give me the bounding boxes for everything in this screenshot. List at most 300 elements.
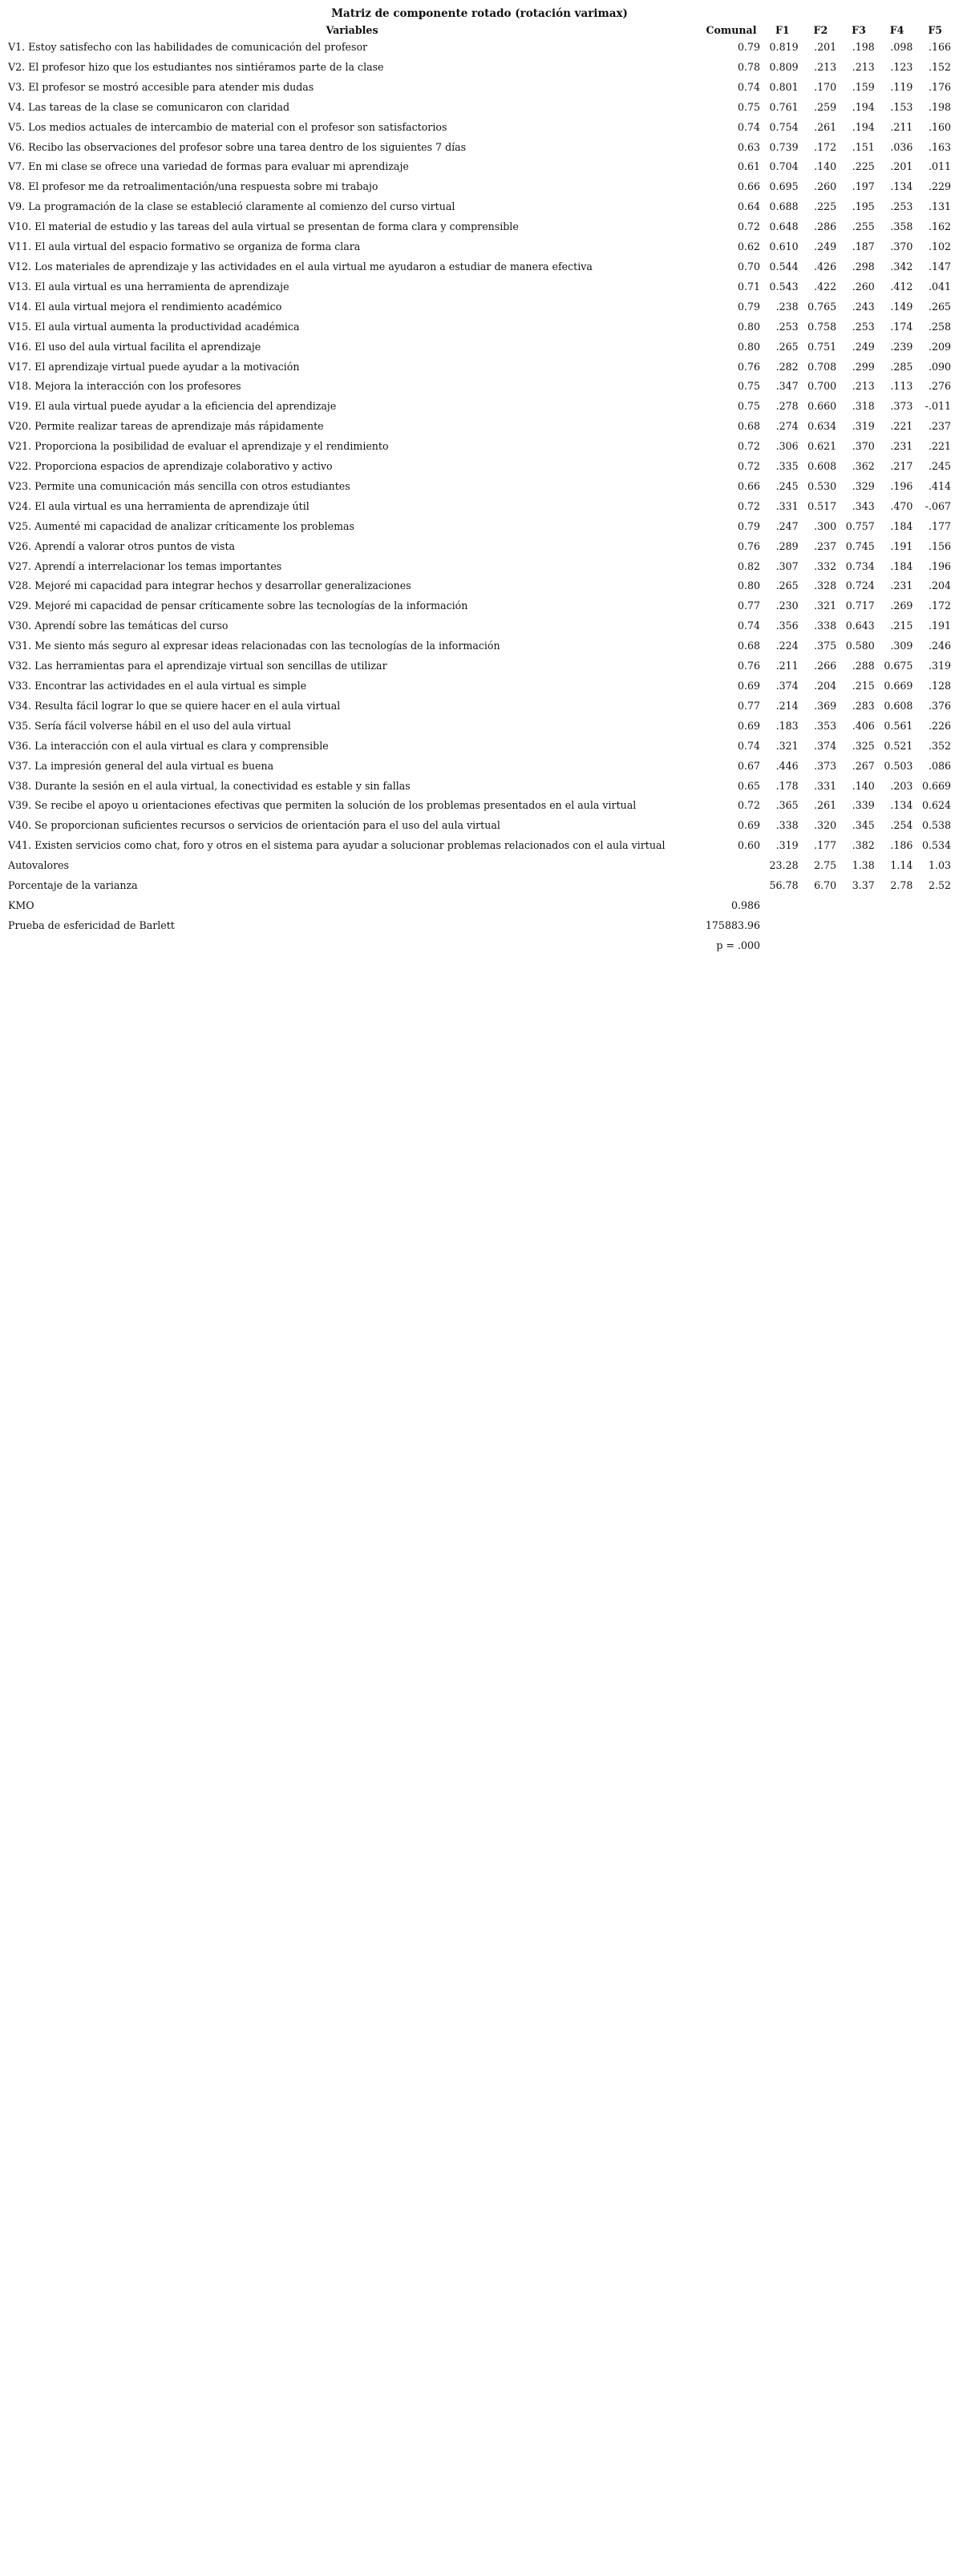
variable-cell: V9. La programación de la clase se estableció claramente al comienzo del curso virtual xyxy=(8,200,455,213)
comunal-cell: 0.69 xyxy=(737,680,761,692)
comunal-cell: 0.72 xyxy=(737,799,761,812)
f5-cell: 0.538 xyxy=(921,819,951,832)
variable-cell: V31. Me siento más seguro al expresar ideas relacionadas con las tecnologías de la información xyxy=(8,640,500,652)
f4-cell: .123 xyxy=(890,60,913,73)
header-f5: F5 xyxy=(928,24,943,36)
table-row xyxy=(5,777,954,797)
f4-cell: .285 xyxy=(890,360,913,373)
f2-cell: .338 xyxy=(814,620,837,632)
f2-cell: .353 xyxy=(814,719,837,732)
f1-cell: .335 xyxy=(775,460,799,473)
table-row xyxy=(5,596,954,616)
table-row xyxy=(5,676,954,696)
header-f1: F1 xyxy=(775,24,790,36)
f5-cell: .209 xyxy=(928,340,951,353)
variable-cell: V6. Recibo las observaciones del profesor sobre una tarea dentro de los siguientes 7 días xyxy=(8,140,467,153)
f5-cell: .162 xyxy=(928,220,951,233)
f3-cell: .194 xyxy=(852,100,875,113)
f1-cell: .306 xyxy=(775,440,799,453)
variable-cell: V37. La impresión general del aula virtual es buena xyxy=(8,759,274,772)
f1-cell: .224 xyxy=(775,640,799,652)
f3-cell: .339 xyxy=(852,799,875,812)
f5-cell: .414 xyxy=(928,479,951,492)
f5-cell: .160 xyxy=(928,120,951,133)
variable-cell: V24. El aula virtual es una herramienta de aprendizaje útil xyxy=(8,499,310,512)
variable-cell: V38. Durante la sesión en el aula virtual, la conectividad es estable y sin fallas xyxy=(8,779,411,792)
table-row xyxy=(5,337,954,357)
f2-cell: .140 xyxy=(814,160,837,173)
f1-cell: 0.739 xyxy=(769,140,799,153)
variable-cell: V36. La interacción con el aula virtual es clara y comprensible xyxy=(8,739,329,752)
variable-cell: V12. Los materiales de aprendizaje y las actividades en el aula virtual me ayudaron a estudiar de manera efectiva xyxy=(8,260,593,273)
f3-cell: .187 xyxy=(852,240,875,253)
table-row xyxy=(5,517,954,537)
variable-cell: V16. El uso del aula virtual facilita el aprendizaje xyxy=(8,340,261,353)
f4-cell: .215 xyxy=(890,620,913,632)
variable-cell: V29. Mejoré mi capacidad de pensar críticamente sobre las tecnologías de la información xyxy=(8,600,468,612)
f1-cell: 0.704 xyxy=(769,160,799,173)
f3-cell: .319 xyxy=(852,420,875,433)
variable-cell: V23. Permite una comunicación más sencilla con otros estudiantes xyxy=(8,479,350,492)
f2-cell: 0.660 xyxy=(807,400,837,413)
f4-cell: 1.14 xyxy=(890,859,913,872)
f2-cell: .266 xyxy=(814,660,837,672)
header-f4: F4 xyxy=(889,24,904,36)
table-row xyxy=(5,118,954,138)
f3-cell: .253 xyxy=(852,320,875,333)
f3-cell: .318 xyxy=(852,400,875,413)
f2-cell xyxy=(802,896,840,916)
comunal-cell: 0.71 xyxy=(737,280,761,293)
variable-cell: V11. El aula virtual del espacio formativo se organiza de forma clara xyxy=(8,240,361,253)
f3-cell: .370 xyxy=(852,440,875,453)
header-f2: F2 xyxy=(813,24,828,36)
f1-cell: .307 xyxy=(775,559,799,572)
comunal-cell: 0.79 xyxy=(737,300,761,313)
f2-cell: .426 xyxy=(814,260,837,273)
table-row xyxy=(5,417,954,437)
f4-cell: .036 xyxy=(890,140,913,153)
table-row xyxy=(5,377,954,397)
f5-cell: .131 xyxy=(928,200,951,213)
f1-cell: 0.761 xyxy=(769,100,799,113)
f3-cell: .198 xyxy=(852,41,875,53)
variable-cell: Autovalores xyxy=(8,859,70,872)
f1-cell: .278 xyxy=(775,400,799,413)
comunal-cell: 0.80 xyxy=(737,579,761,592)
table-row xyxy=(5,757,954,777)
comunal-cell: 0.60 xyxy=(737,839,761,852)
f5-cell: .128 xyxy=(928,680,951,692)
f1-cell: 0.819 xyxy=(769,41,799,53)
f4-cell: .134 xyxy=(890,180,913,193)
f5-cell: -.011 xyxy=(925,400,951,413)
f3-cell: .298 xyxy=(852,260,875,273)
f2-cell: .331 xyxy=(814,779,837,792)
f5-cell: .319 xyxy=(928,660,951,672)
comunal-cell: 0.80 xyxy=(737,340,761,353)
f5-cell: .147 xyxy=(928,260,951,273)
f5-cell: .177 xyxy=(928,519,951,532)
variable-cell: KMO xyxy=(8,898,34,911)
f1-cell: 0.754 xyxy=(769,120,799,133)
table-row xyxy=(5,277,954,297)
comunal-cell: 0.75 xyxy=(737,400,761,413)
f3-cell: .197 xyxy=(852,180,875,193)
f4-cell: .184 xyxy=(890,519,913,532)
table-row xyxy=(5,576,954,596)
f3-cell: .288 xyxy=(852,660,875,672)
variable-cell: Prueba de esfericidad de Barlett xyxy=(8,919,175,931)
f5-cell: .152 xyxy=(928,60,951,73)
f4-cell: .196 xyxy=(890,479,913,492)
f5-cell: .156 xyxy=(928,539,951,552)
f1-cell: .321 xyxy=(775,739,799,752)
table-row xyxy=(5,138,954,158)
variable-cell: V1. Estoy satisfecho con las habilidades de comunicación del profesor xyxy=(8,41,368,53)
header-f3: F3 xyxy=(852,24,866,36)
f5-cell: .041 xyxy=(928,280,951,293)
rotated-component-matrix-table xyxy=(5,22,954,956)
table-row xyxy=(5,737,954,757)
table-body xyxy=(5,38,954,956)
f2-cell: .332 xyxy=(814,559,837,572)
f3-cell: .195 xyxy=(852,200,875,213)
comunal-cell: 0.62 xyxy=(737,240,761,253)
header-comunal: Comunal xyxy=(706,24,757,36)
f5-cell: .166 xyxy=(928,41,951,53)
f3-cell: 0.580 xyxy=(845,640,875,652)
f1-cell: .331 xyxy=(775,499,799,512)
f2-cell: 0.708 xyxy=(807,360,837,373)
f4-cell: .184 xyxy=(890,559,913,572)
f1-cell: .338 xyxy=(775,819,799,832)
variable-cell: V19. El aula virtual puede ayudar a la eficiencia del aprendizaje xyxy=(8,400,337,413)
f4-cell: .373 xyxy=(890,400,913,413)
table-row xyxy=(5,696,954,717)
f4-cell xyxy=(878,936,917,956)
header-row xyxy=(5,22,954,38)
f1-cell xyxy=(763,936,802,956)
f3-cell: .159 xyxy=(852,80,875,93)
f4-cell: .203 xyxy=(890,779,913,792)
table-row xyxy=(5,177,954,197)
variable-cell: Porcentaje de la varianza xyxy=(8,879,138,892)
f5-cell: .352 xyxy=(928,739,951,752)
variable-cell: V30. Aprendí sobre las temáticas del curso xyxy=(8,620,229,632)
f2-cell: .321 xyxy=(814,600,837,612)
table-row xyxy=(5,477,954,497)
comunal-cell xyxy=(699,876,763,896)
variable-cell: V22. Proporciona espacios de aprendizaje colaborativo y activo xyxy=(8,460,333,473)
f3-cell: .255 xyxy=(852,220,875,233)
f5-cell: .221 xyxy=(928,440,951,453)
table-row xyxy=(5,317,954,337)
variable-cell: V7. En mi clase se ofrece una variedad de formas para evaluar mi aprendizaje xyxy=(8,160,409,173)
f2-cell: .170 xyxy=(814,80,837,93)
f4-cell: .217 xyxy=(890,460,913,473)
comunal-cell: 0.82 xyxy=(737,559,761,572)
variable-cell: V34. Resulta fácil lograr lo que se quiere hacer en el aula virtual xyxy=(8,699,341,712)
f2-cell: .260 xyxy=(814,180,837,193)
f3-cell: 0.734 xyxy=(845,559,875,572)
table-row xyxy=(5,58,954,78)
comunal-cell: 0.72 xyxy=(737,440,761,453)
variable-cell: V41. Existen servicios como chat, foro y otros en el sistema para ayudar a solucionar problemas relacionados con el aula virtual xyxy=(8,839,666,852)
f4-cell: 0.675 xyxy=(884,660,913,672)
comunal-cell: 175883.96 xyxy=(705,919,761,931)
f2-cell: .204 xyxy=(814,680,837,692)
comunal-cell: 0.69 xyxy=(737,719,761,732)
comunal-cell: 0.74 xyxy=(737,739,761,752)
f3-cell: 0.745 xyxy=(845,539,875,552)
variable-cell: V32. Las herramientas para el aprendizaje virtual son sencillas de utilizar xyxy=(8,660,387,672)
f2-cell: .369 xyxy=(814,699,837,712)
variable-cell xyxy=(5,936,699,956)
comunal-cell: 0.66 xyxy=(737,479,761,492)
f2-cell: 2.75 xyxy=(814,859,837,872)
f1-cell: 0.688 xyxy=(769,200,799,213)
f1-cell: 23.28 xyxy=(769,859,799,872)
f1-cell: .211 xyxy=(775,660,799,672)
table-row xyxy=(5,457,954,477)
variable-cell: V3. El profesor se mostró accesible para atender mis dudas xyxy=(8,80,314,93)
f4-cell: .201 xyxy=(890,160,913,173)
f5-cell: .176 xyxy=(928,80,951,93)
f4-cell: .211 xyxy=(890,120,913,133)
f3-cell: 3.37 xyxy=(852,879,875,892)
f1-cell: .356 xyxy=(775,620,799,632)
f3-cell: .194 xyxy=(852,120,875,133)
table-row xyxy=(5,616,954,636)
f5-cell: .191 xyxy=(928,620,951,632)
f2-cell: .213 xyxy=(814,60,837,73)
table-row xyxy=(5,816,954,836)
comunal-cell: 0.77 xyxy=(737,600,761,612)
f1-cell: .265 xyxy=(775,340,799,353)
comunal-cell: 0.67 xyxy=(737,759,761,772)
f1-cell: .347 xyxy=(775,380,799,393)
comunal-cell: 0.63 xyxy=(737,140,761,153)
f4-cell: .098 xyxy=(890,41,913,53)
f2-cell: .422 xyxy=(814,280,837,293)
f2-cell: 0.608 xyxy=(807,460,837,473)
f2-cell: .201 xyxy=(814,41,837,53)
table-row xyxy=(5,297,954,317)
comunal-cell xyxy=(699,856,763,876)
f1-cell: .183 xyxy=(775,719,799,732)
f4-cell: .239 xyxy=(890,340,913,353)
comunal-cell: 0.74 xyxy=(737,80,761,93)
comunal-cell: 0.66 xyxy=(737,180,761,193)
f3-cell: .267 xyxy=(852,759,875,772)
f4-cell xyxy=(878,916,917,936)
f1-cell: .238 xyxy=(775,300,799,313)
variable-cell: V20. Permite realizar tareas de aprendizaje más rápidamente xyxy=(8,420,324,433)
f2-cell: .225 xyxy=(814,200,837,213)
f5-cell: .376 xyxy=(928,699,951,712)
f3-cell: 0.724 xyxy=(845,579,875,592)
f4-cell: 0.521 xyxy=(884,739,913,752)
f1-cell: 0.809 xyxy=(769,60,799,73)
comunal-cell: 0.68 xyxy=(737,420,761,433)
comunal-cell: 0.80 xyxy=(737,320,761,333)
f5-cell: .163 xyxy=(928,140,951,153)
f1-cell: .446 xyxy=(775,759,799,772)
comunal-cell: 0.72 xyxy=(737,499,761,512)
f2-cell: 0.765 xyxy=(807,300,837,313)
variable-cell: V40. Se proporcionan suficientes recursos o servicios de orientación para el uso del aula virtual xyxy=(8,819,500,832)
f5-cell: .258 xyxy=(928,320,951,333)
comunal-cell: 0.79 xyxy=(737,41,761,53)
f1-cell: .282 xyxy=(775,360,799,373)
f4-cell: .113 xyxy=(890,380,913,393)
f3-cell: 0.717 xyxy=(845,600,875,612)
comunal-cell: 0.76 xyxy=(737,539,761,552)
f1-cell: .319 xyxy=(775,839,799,852)
f1-cell: .245 xyxy=(775,479,799,492)
f1-cell: .214 xyxy=(775,699,799,712)
table-row xyxy=(5,876,954,896)
f2-cell: .172 xyxy=(814,140,837,153)
variable-cell: V35. Sería fácil volverse hábil en el uso del aula virtual xyxy=(8,719,291,732)
f2-cell: .286 xyxy=(814,220,837,233)
variable-cell: V39. Se recibe el apoyo u orientaciones efectivas que permiten la solución de los problemas presentados en el aula virtual xyxy=(8,799,637,812)
f1-cell: .289 xyxy=(775,539,799,552)
comunal-cell: 0.75 xyxy=(737,100,761,113)
f3-cell: .345 xyxy=(852,819,875,832)
header-variables: Variables xyxy=(326,24,378,36)
comunal-cell: 0.75 xyxy=(737,380,761,393)
f5-cell: .102 xyxy=(928,240,951,253)
f3-cell: .140 xyxy=(852,779,875,792)
f3-cell xyxy=(840,936,878,956)
table-title: Matriz de componente rotado (rotación varimax) xyxy=(331,7,628,20)
table-row xyxy=(5,656,954,676)
f5-cell: -.067 xyxy=(925,499,951,512)
f3-cell: .213 xyxy=(852,380,875,393)
f5-cell: 1.03 xyxy=(928,859,951,872)
variable-cell: V25. Aumenté mi capacidad de analizar críticamente los problemas xyxy=(8,519,355,532)
comunal-cell: 0.78 xyxy=(737,60,761,73)
f3-cell: .406 xyxy=(852,719,875,732)
comunal-cell: 0.76 xyxy=(737,660,761,672)
variable-cell: V4. Las tareas de la clase se comunicaron con claridad xyxy=(8,100,290,113)
comunal-cell: 0.72 xyxy=(737,220,761,233)
f2-cell: .373 xyxy=(814,759,837,772)
f4-cell: .174 xyxy=(890,320,913,333)
f5-cell: 0.669 xyxy=(921,779,951,792)
f3-cell xyxy=(840,896,878,916)
f3-cell: 0.643 xyxy=(845,620,875,632)
f2-cell: .259 xyxy=(814,100,837,113)
f3-cell: .243 xyxy=(852,300,875,313)
f3-cell: .260 xyxy=(852,280,875,293)
f2-cell xyxy=(802,916,840,936)
f2-cell: 0.621 xyxy=(807,440,837,453)
comunal-cell: 0.69 xyxy=(737,819,761,832)
comunal-cell: 0.72 xyxy=(737,460,761,473)
f4-cell: 0.608 xyxy=(884,699,913,712)
f2-cell xyxy=(802,936,840,956)
f4-cell: .186 xyxy=(890,839,913,852)
f5-cell xyxy=(916,936,954,956)
table-row xyxy=(5,78,954,98)
table-row xyxy=(5,497,954,517)
f1-cell: .178 xyxy=(775,779,799,792)
f5-cell: .011 xyxy=(928,160,951,173)
f2-cell: .261 xyxy=(814,799,837,812)
f5-cell: .226 xyxy=(928,719,951,732)
f4-cell: .470 xyxy=(890,499,913,512)
variable-cell: V17. El aprendizaje virtual puede ayudar a la motivación xyxy=(8,360,300,373)
f3-cell: .213 xyxy=(852,60,875,73)
f5-cell: .196 xyxy=(928,559,951,572)
f2-cell: .328 xyxy=(814,579,837,592)
f1-cell: 0.695 xyxy=(769,180,799,193)
f4-cell: 0.503 xyxy=(884,759,913,772)
page xyxy=(0,0,959,956)
table-row xyxy=(5,856,954,876)
table-row xyxy=(5,197,954,217)
f1-cell: .374 xyxy=(775,680,799,692)
table-row xyxy=(5,836,954,856)
comunal-cell: 0.65 xyxy=(737,779,761,792)
variable-cell: V27. Aprendí a interrelacionar los temas importantes xyxy=(8,559,282,572)
f4-cell: .358 xyxy=(890,220,913,233)
table-row xyxy=(5,257,954,277)
f4-cell: .309 xyxy=(890,640,913,652)
table-row xyxy=(5,537,954,557)
f4-cell xyxy=(878,896,917,916)
f1-cell: 0.610 xyxy=(769,240,799,253)
f1-cell: .247 xyxy=(775,519,799,532)
f4-cell: .370 xyxy=(890,240,913,253)
f5-cell: .237 xyxy=(928,420,951,433)
f5-cell: .245 xyxy=(928,460,951,473)
table-row xyxy=(5,916,954,936)
f3-cell: 1.38 xyxy=(852,859,875,872)
f2-cell: 0.634 xyxy=(807,420,837,433)
variable-cell: V26. Aprendí a valorar otros puntos de vista xyxy=(8,539,236,552)
f1-cell xyxy=(763,916,802,936)
f2-cell: .177 xyxy=(814,839,837,852)
f1-cell: .274 xyxy=(775,420,799,433)
variable-cell: V15. El aula virtual aumenta la productividad académica xyxy=(8,320,300,333)
f1-cell: .265 xyxy=(775,579,799,592)
f5-cell xyxy=(916,896,954,916)
f3-cell: 0.757 xyxy=(845,519,875,532)
table-row xyxy=(5,936,954,956)
f3-cell: .329 xyxy=(852,479,875,492)
table-row xyxy=(5,397,954,417)
f2-cell: 6.70 xyxy=(814,879,837,892)
f2-cell: 0.700 xyxy=(807,380,837,393)
variable-cell: V2. El profesor hizo que los estudiantes nos sintiéramos parte de la clase xyxy=(8,60,384,73)
variable-cell: V14. El aula virtual mejora el rendimiento académico xyxy=(8,300,282,313)
f4-cell: .269 xyxy=(890,600,913,612)
comunal-cell: 0.64 xyxy=(737,200,761,213)
f1-cell: 0.543 xyxy=(769,280,799,293)
f3-cell: .249 xyxy=(852,340,875,353)
f2-cell: .320 xyxy=(814,819,837,832)
f5-cell: 0.624 xyxy=(921,799,951,812)
f4-cell: .221 xyxy=(890,420,913,433)
table-row xyxy=(5,717,954,737)
table-row xyxy=(5,557,954,577)
table-row xyxy=(5,357,954,378)
f1-cell: 56.78 xyxy=(769,879,799,892)
